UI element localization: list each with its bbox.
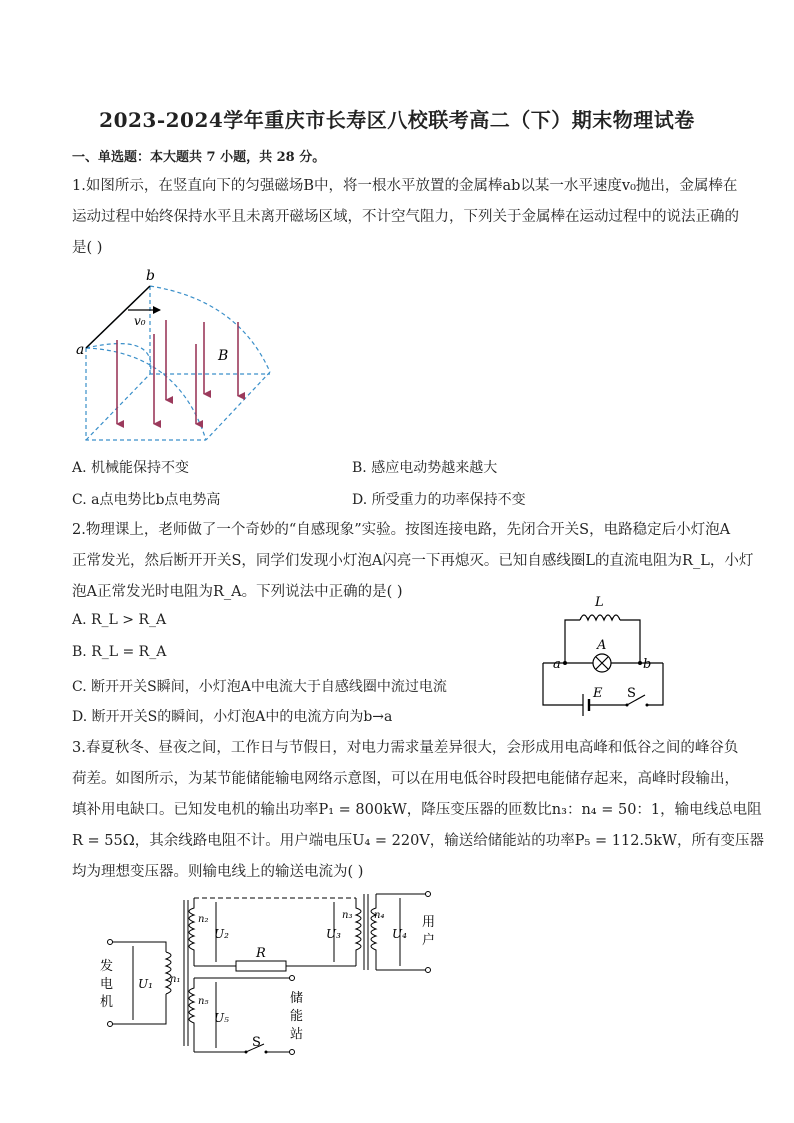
q2-line-2: 正常发光，然后断开开关S，同学们发现小灯泡A闪亮一下再熄灭。已知自感线圈L的直流电阻为R_L，小灯 xyxy=(72,553,754,569)
q3-line-4: R = 55Ω，其余线路电阻不计。用户端电压U₄ = 220V，输送给储能站的功率P₅ = 112.5kW，所有变压器 xyxy=(72,833,764,849)
q2-circuit-figure xyxy=(535,590,675,720)
store-char-2: 能 xyxy=(290,1009,304,1024)
U1-label: U₁ xyxy=(138,977,153,991)
q2-line-1: 2.物理课上，老师做了一个奇妙的“自感现象”实验。按图连接电路，先闭合开关S，电路稳定后小灯泡A xyxy=(72,522,731,538)
switch-label: S xyxy=(627,686,636,701)
q2-option-d[interactable]: D. 断开开关S的瞬间，小灯泡A中的电流方向为b→a xyxy=(72,709,393,725)
q2-option-b[interactable]: B. R_L = R_A xyxy=(72,644,167,660)
page-title: 2023-2024学年重庆市长寿区八校联考高二（下）期末物理试卷 xyxy=(99,108,695,132)
q2-line-3: 泡A正常发光时电阻为R_A。下列说法中正确的是( ) xyxy=(72,584,403,600)
q3-line-2: 荷差。如图所示，为某节能储能输电网络示意图，可以在用电低谷时段把电能储存起来，高峰时段输出， xyxy=(72,771,739,787)
n4-label: n₄ xyxy=(374,910,385,921)
q1-option-c[interactable]: C. a点电势比b点电势高 xyxy=(72,492,221,508)
q1-line-3: 是( ) xyxy=(72,240,103,256)
coil-label: L xyxy=(595,595,604,610)
node-b-label: b xyxy=(643,657,652,672)
q2-option-c[interactable]: C. 断开开关S瞬间，小灯泡A中电流大于自感线圈中流过电流 xyxy=(72,679,447,695)
user-char-1: 用 xyxy=(422,915,436,930)
label-B: B xyxy=(218,348,229,364)
n2-label: n₂ xyxy=(198,914,209,925)
U4-label: U₄ xyxy=(392,927,407,941)
q3-line-1: 3.春夏秋冬、昼夜之间，工作日与节假日，对电力需求量差异很大，会形成用电高峰和低谷之间的峰谷负 xyxy=(72,740,739,756)
U3-label: U₃ xyxy=(326,927,341,941)
n1-label: n₁ xyxy=(170,974,181,985)
label-v0: v₀ xyxy=(134,314,146,328)
n3-label: n₃ xyxy=(342,910,353,921)
label-a: a xyxy=(76,342,85,358)
user-char-2: 户 xyxy=(422,933,436,948)
U2-label: U₂ xyxy=(214,927,229,941)
q1-option-a[interactable]: A. 机械能保持不变 xyxy=(72,460,190,476)
lamp-label: A xyxy=(597,638,607,653)
U5-label: U₅ xyxy=(214,1011,229,1025)
q1-line-1: 1.如图所示，在竖直向下的匀强磁场B中，将一根水平放置的金属棒ab以某一水平速度v₀抛出，金属棒在 xyxy=(72,178,738,194)
q1-figure xyxy=(68,262,288,447)
q1-option-d[interactable]: D. 所受重力的功率保持不变 xyxy=(352,492,526,508)
q3-line-3: 填补用电缺口。已知发电机的输出功率P₁ = 800kW，降压变压器的匝数比n₃：n₄ = 50：1，输电线总电阻 xyxy=(72,802,762,818)
q1-line-2: 运动过程中始终保持水平且未离开磁场区域，不计空气阻力，下列关于金属棒在运动过程中的说法正确的 xyxy=(72,209,739,225)
n5-label: n₅ xyxy=(198,996,209,1007)
gen-char-3: 机 xyxy=(100,995,114,1010)
q3-power-grid-figure xyxy=(96,884,446,1064)
gen-char-1: 发 xyxy=(100,959,114,974)
switch-label: S xyxy=(252,1035,261,1050)
battery-label: E xyxy=(593,686,603,701)
node-a-label: a xyxy=(553,657,561,672)
q1-option-b[interactable]: B. 感应电动势越来越大 xyxy=(352,460,498,476)
resistor-label: R xyxy=(256,946,266,961)
q3-line-5: 均为理想变压器。则输电线上的输送电流为( ) xyxy=(72,864,364,880)
label-b: b xyxy=(146,268,155,284)
q2-option-a[interactable]: A. R_L > R_A xyxy=(72,612,167,628)
store-char-1: 储 xyxy=(290,991,304,1006)
store-char-3: 站 xyxy=(290,1027,304,1042)
section-heading: 一、单选题：本大题共 7 小题，共 28 分。 xyxy=(72,150,326,165)
gen-char-2: 电 xyxy=(100,977,114,992)
